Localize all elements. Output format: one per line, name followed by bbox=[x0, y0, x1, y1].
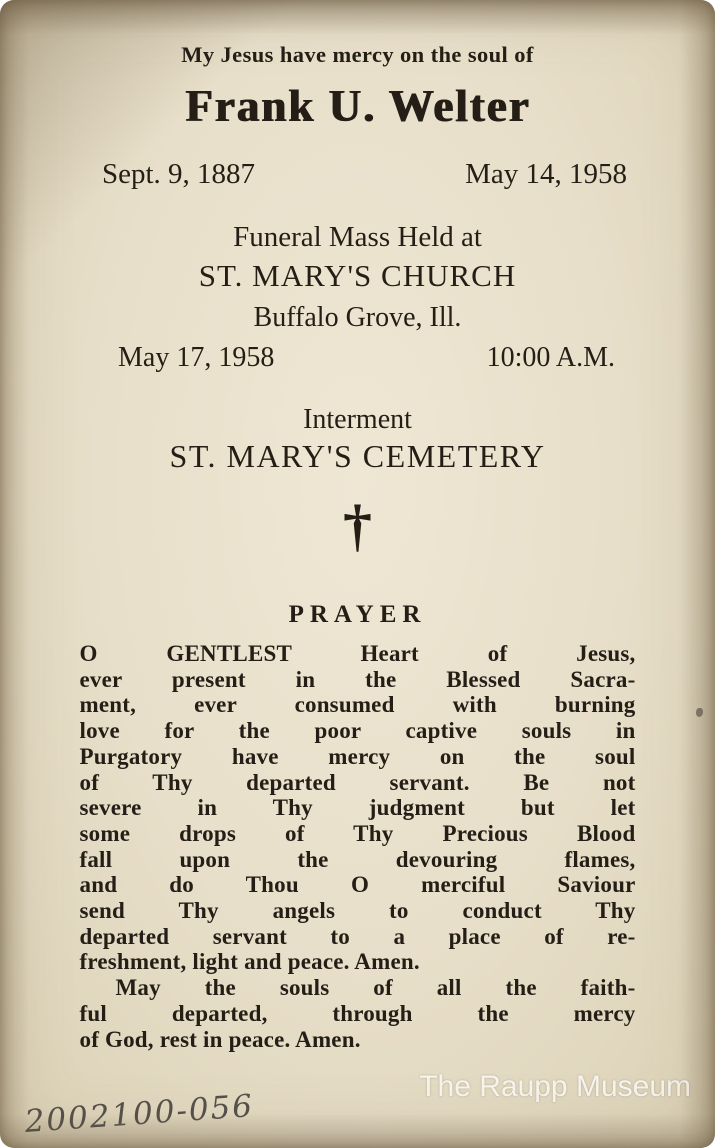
prayer-line: love for the poor captive souls in bbox=[79, 718, 636, 744]
prayer-title: PRAYER bbox=[288, 601, 427, 628]
prayer-body bbox=[80, 641, 636, 1052]
funeral-time: 10:00 A.M. bbox=[486, 342, 615, 373]
prayer-line: fall upon the devouring flames, bbox=[79, 846, 636, 872]
funeral-date: May 17, 1958 bbox=[118, 342, 275, 373]
ink-speck bbox=[696, 708, 703, 717]
prayer-line: of Thy departed servant. Be not bbox=[79, 769, 636, 795]
church-location: Buffalo Grove, Ill. bbox=[253, 302, 462, 333]
invocation-line: My Jesus have mercy on the soul of bbox=[181, 42, 534, 67]
prayer-line: Purgatory have mercy on the soul bbox=[79, 743, 636, 769]
funeral-mass-line: Funeral Mass Held at bbox=[233, 221, 482, 253]
prayer-line: ever present in the Blessed Sacra- bbox=[79, 666, 636, 692]
birth-date: Sept. 9, 1887 bbox=[102, 158, 256, 190]
prayer-line: ment, ever consumed with burning bbox=[79, 692, 636, 718]
prayer-line: departed servant to a place of re- bbox=[79, 923, 636, 949]
prayer-line: severe in Thy judgment but let bbox=[79, 795, 636, 821]
prayer-line: of God, rest in peace. Amen. bbox=[79, 1026, 361, 1052]
interment-label: Interment bbox=[303, 404, 412, 435]
prayer-line: freshment, light and peace. Amen. bbox=[79, 949, 420, 975]
prayer-line: send Thy angels to conduct Thy bbox=[79, 898, 636, 924]
prayer-line: some drops of Thy Precious Blood bbox=[79, 820, 636, 846]
life-dates bbox=[102, 158, 627, 191]
prayer-line: and do Thou O merciful Saviour bbox=[79, 872, 636, 898]
prayer-line: May the souls of all the faith- bbox=[115, 975, 636, 1001]
deceased-name: Frank U. Welter bbox=[184, 81, 531, 131]
cemetery-name: ST. MARY'S CEMETERY bbox=[169, 438, 546, 474]
death-date: May 14, 1958 bbox=[465, 158, 627, 190]
prayer-line: O GENTLEST Heart of Jesus, bbox=[79, 641, 636, 666]
prayer-line: ful departed, through the mercy bbox=[79, 1000, 636, 1026]
cross-icon: † bbox=[343, 493, 372, 558]
church-name: ST. MARY'S CHURCH bbox=[198, 258, 517, 293]
museum-watermark: The Raupp Museum bbox=[419, 1070, 691, 1103]
funeral-datetime bbox=[118, 342, 615, 374]
accession-number: 2002100-056 bbox=[23, 1088, 256, 1140]
